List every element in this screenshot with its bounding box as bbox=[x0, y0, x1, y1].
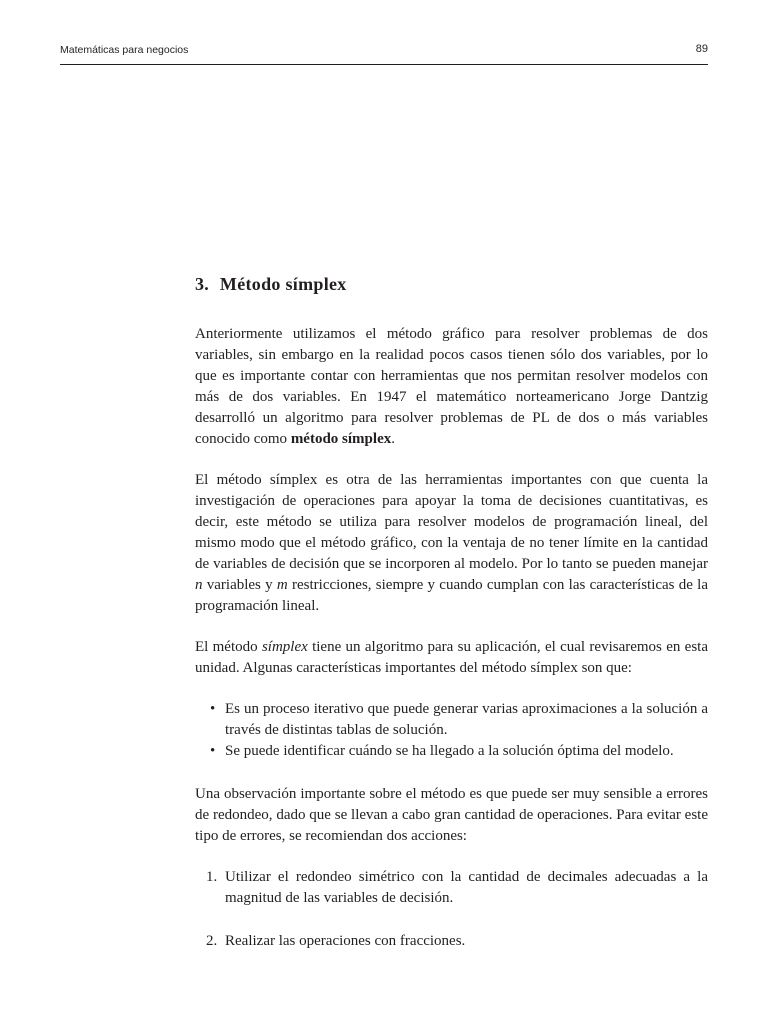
paragraph-characteristics-start: El método bbox=[195, 639, 262, 655]
bullet-mark: • bbox=[210, 743, 216, 759]
italic-n: n bbox=[195, 577, 203, 593]
running-header bbox=[60, 42, 708, 65]
italic-m: m bbox=[276, 577, 288, 593]
action-text: Realizar las operaciones con fracciones. bbox=[225, 933, 466, 949]
characteristics-list bbox=[195, 699, 708, 762]
paragraph-description-text: El método símplex es otra de las herramientas importantes con que cuenta la investigación de operaciones para apoyar la toma de decisiones cuantitativas, es decir, este método se utiliza para resolver modelos de programación lineal, del mismo modo que el método gráfico, con la ventaja de no tener límite en la cantidad de variables de decisión que se incorporen al modelo. Por lo tanto se pueden manejar bbox=[195, 472, 708, 572]
section-number: 3. bbox=[195, 274, 210, 294]
paragraph-description bbox=[195, 470, 708, 617]
list-item-text: Se puede identificar cuándo se ha llegado a la solución óptima del modelo. bbox=[225, 743, 674, 759]
page-body bbox=[195, 272, 708, 974]
paragraph-characteristics-end: tiene un algoritmo para su aplicación, el cual revisaremos en esta unidad. Algunas características importantes del método símplex son que: bbox=[195, 639, 708, 676]
action-item bbox=[206, 931, 708, 952]
paragraph-observation: Una observación importante sobre el método es que puede ser muy sensible a errores de redondeo, dado que se llevan a cabo gran cantidad de operaciones. Para evitar este tipo de errores, se recomiendan dos acciones: bbox=[195, 786, 708, 844]
action-item bbox=[206, 867, 708, 909]
paragraph-characteristics bbox=[195, 637, 708, 679]
paragraph-intro bbox=[195, 324, 708, 450]
section-heading bbox=[195, 272, 708, 296]
paragraph-intro-bold: método símplex bbox=[290, 431, 392, 447]
section-title: Método símplex bbox=[219, 274, 347, 294]
action-number: 2. bbox=[206, 933, 218, 949]
list-item bbox=[210, 699, 708, 741]
action-number: 1. bbox=[206, 869, 218, 885]
actions-list bbox=[195, 867, 708, 952]
book-title: Matemáticas para negocios bbox=[60, 44, 189, 56]
action-text: Utilizar el redondeo simétrico con la cantidad de decimales adecuadas a la magnitud de las variables de decisión. bbox=[225, 869, 708, 906]
list-item bbox=[210, 741, 708, 762]
paragraph-intro-end: . bbox=[391, 431, 395, 447]
paragraph-intro-text: Anteriormente utilizamos el método gráfico para resolver problemas de dos variables, sin embargo en la realidad pocos casos tienen sólo dos variables, por lo que es importante contar con herramientas que nos permitan resolver modelos con más de dos variables. En 1947 el matemático norteamericano Jorge Dantzig desarrolló un algoritmo para resolver problemas de PL de dos o más variables conocido como bbox=[195, 326, 708, 447]
list-item-text: Es un proceso iterativo que puede generar varias aproximaciones a la solución a través de distintas tablas de solución. bbox=[225, 701, 708, 738]
page-number: 89 bbox=[695, 43, 708, 55]
paragraph-description-end: restricciones, siempre y cuando cumplan con las características de la programación lineal. bbox=[195, 577, 709, 614]
paragraph-description-mid: variables y bbox=[202, 577, 277, 593]
italic-simplex: símplex bbox=[261, 639, 308, 655]
bullet-mark: • bbox=[210, 701, 216, 717]
